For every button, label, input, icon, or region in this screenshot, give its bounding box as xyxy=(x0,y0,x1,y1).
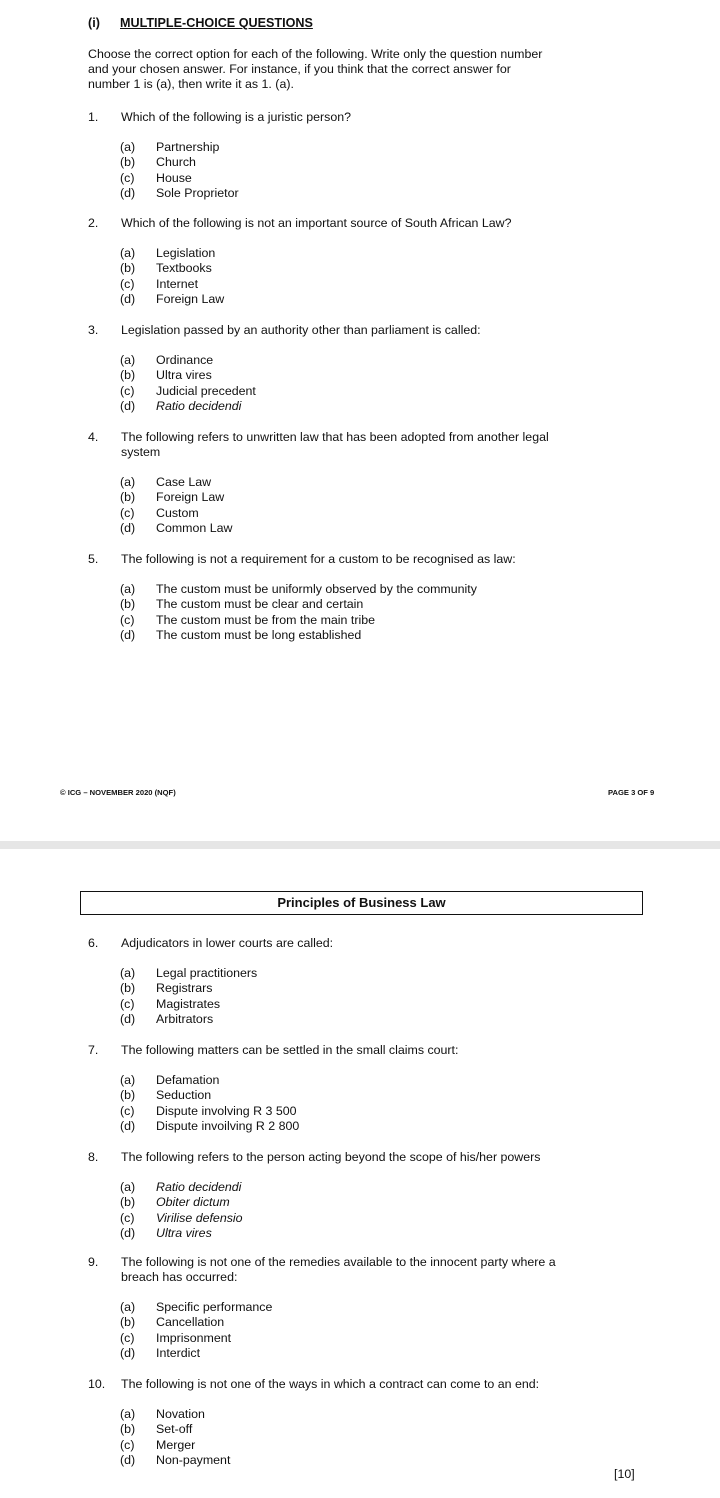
option-text: Arbitrators xyxy=(156,1012,214,1027)
option xyxy=(120,597,648,612)
question-text: The following is not one of the remedies available to the innocent party where a breach has occurred: xyxy=(121,1255,556,1284)
page-title: Principles of Business Law xyxy=(80,891,643,915)
section-heading xyxy=(88,16,313,30)
option-text: Novation xyxy=(156,1407,205,1421)
option-text: Common Law xyxy=(156,521,233,536)
option-text: Defamation xyxy=(156,1073,220,1087)
option xyxy=(120,1422,648,1437)
question-number: 3. xyxy=(88,323,99,337)
footer-page-number: PAGE 3 OF 9 xyxy=(608,788,655,797)
option xyxy=(120,155,648,170)
option-label: (b) xyxy=(120,368,136,383)
option-text: Ratio decidendi xyxy=(156,1180,242,1194)
option-text: Imprisonment xyxy=(156,1330,232,1345)
option xyxy=(120,582,648,597)
question-text: Which of the following is not an important source of South African Law? xyxy=(121,216,512,230)
option-label: (a) xyxy=(120,582,136,596)
option-label: (c) xyxy=(120,612,135,627)
question-number: 10. xyxy=(88,1377,106,1391)
option-text: Dispute invoilving R 2 800 xyxy=(156,1119,300,1134)
option xyxy=(120,186,648,201)
page-separator xyxy=(0,841,720,849)
question-text: The following is not one of the ways in which a contract can come to an end: xyxy=(121,1377,540,1391)
option-text: Merger xyxy=(156,1437,196,1452)
option-label: (a) xyxy=(120,140,136,154)
option-text: The custom must be clear and certain xyxy=(156,597,364,612)
option xyxy=(120,1195,648,1210)
option-text: Dispute involving R 3 500 xyxy=(156,1103,297,1118)
option-text: House xyxy=(156,170,192,185)
option xyxy=(120,140,648,155)
option-label: (d) xyxy=(120,1012,136,1027)
option xyxy=(120,1211,648,1226)
option-text: Legislation xyxy=(156,246,216,260)
question-1 xyxy=(88,110,648,202)
option-label: (b) xyxy=(120,1422,136,1437)
option-text: Legal practitioners xyxy=(156,966,258,980)
option xyxy=(120,1438,648,1453)
option-text: Registrars xyxy=(156,981,213,996)
option-label: (b) xyxy=(120,1315,136,1330)
option-text: Ratio decidendi xyxy=(156,399,242,414)
option-text: The custom must be long established xyxy=(156,628,362,643)
option-label: (a) xyxy=(120,1407,136,1421)
option xyxy=(120,246,648,261)
option-label: (d) xyxy=(120,399,136,414)
option-text: Set-off xyxy=(156,1422,193,1437)
option-text: Ordinance xyxy=(156,353,214,367)
option-label: (b) xyxy=(120,981,136,996)
question-text: Which of the following is a juristic person? xyxy=(121,110,352,124)
option-label: (a) xyxy=(120,353,136,367)
option-label: (b) xyxy=(120,1088,136,1103)
option-text: Foreign Law xyxy=(156,490,225,505)
option-text: The custom must be uniformly observed by the community xyxy=(156,582,477,596)
option xyxy=(120,1119,648,1134)
question-text: The following is not a requirement for a custom to be recognised as law: xyxy=(121,552,516,566)
question-10 xyxy=(88,1377,648,1469)
option-label: (c) xyxy=(120,1210,135,1225)
question-number: 4. xyxy=(88,430,99,444)
option-label: (b) xyxy=(120,155,136,170)
question-number: 9. xyxy=(88,1255,99,1269)
question-number: 8. xyxy=(88,1150,99,1164)
question-5 xyxy=(88,552,648,644)
option-label: (a) xyxy=(120,1073,136,1087)
option-label: (d) xyxy=(120,292,136,307)
option-label: (c) xyxy=(120,276,135,291)
option xyxy=(120,1012,648,1027)
option-label: (a) xyxy=(120,1300,136,1314)
option-label: (a) xyxy=(120,966,136,980)
option-text: Foreign Law xyxy=(156,292,225,307)
section-number: (i) xyxy=(88,16,100,30)
option xyxy=(120,399,648,414)
option-label: (d) xyxy=(120,521,136,536)
option-text: Ultra vires xyxy=(156,1226,212,1241)
option-label: (c) xyxy=(120,170,135,185)
total-marks: [10] xyxy=(614,1467,635,1481)
option xyxy=(120,1088,648,1103)
question-4 xyxy=(88,430,648,537)
option xyxy=(120,490,648,505)
option-text: The custom must be from the main tribe xyxy=(156,612,375,627)
option xyxy=(120,368,648,383)
question-8 xyxy=(88,1150,648,1242)
option-label: (c) xyxy=(120,505,135,520)
option-label: (b) xyxy=(120,1195,136,1210)
question-text: Legislation passed by an authority other than parliament is called: xyxy=(121,323,481,337)
footer-copyright: © ICG – NOVEMBER 2020 (NQF) xyxy=(60,788,176,797)
option-text: Virilise defensio xyxy=(156,1210,243,1225)
option xyxy=(120,1300,648,1315)
option xyxy=(120,1315,648,1330)
option-label: (c) xyxy=(120,1103,135,1118)
option xyxy=(120,1407,648,1422)
option-label: (b) xyxy=(120,597,136,612)
option xyxy=(120,1226,648,1241)
option xyxy=(120,384,648,399)
option xyxy=(120,292,648,307)
option-label: (c) xyxy=(120,996,135,1011)
section-title: MULTIPLE-CHOICE QUESTIONS xyxy=(120,16,313,30)
option-text: Partnership xyxy=(156,140,220,154)
question-text: Adjudicators in lower courts are called: xyxy=(121,936,334,950)
question-2 xyxy=(88,216,648,308)
instructions: Choose the correct option for each of the following. Write only the question number and your chosen answer. For instance, if you think that the correct answer for number 1 is (a), then write it as 1. (a). xyxy=(88,47,543,91)
question-7 xyxy=(88,1043,648,1135)
option-label: (c) xyxy=(120,1437,135,1452)
option xyxy=(120,171,648,186)
option-text: Case Law xyxy=(156,475,212,489)
option xyxy=(120,353,648,368)
option-text: Specific performance xyxy=(156,1300,273,1314)
option-label: (a) xyxy=(120,475,136,489)
option xyxy=(120,613,648,628)
option xyxy=(120,1073,648,1088)
question-number: 6. xyxy=(88,936,99,950)
question-number: 1. xyxy=(88,110,99,124)
option-label: (c) xyxy=(120,383,135,398)
question-9 xyxy=(88,1255,648,1362)
option-label: (d) xyxy=(120,1346,136,1361)
question-number: 5. xyxy=(88,552,99,566)
option xyxy=(120,997,648,1012)
option-label: (b) xyxy=(120,490,136,505)
option xyxy=(120,261,648,276)
option-label: (d) xyxy=(120,1226,136,1241)
option-text: Magistrates xyxy=(156,996,221,1011)
option-label: (a) xyxy=(120,1180,136,1194)
question-number: 2. xyxy=(88,216,99,230)
option xyxy=(120,506,648,521)
option-label: (d) xyxy=(120,186,136,201)
option xyxy=(120,1104,648,1119)
option-text: Interdict xyxy=(156,1346,201,1361)
option-label: (d) xyxy=(120,1453,136,1468)
option-text: Obiter dictum xyxy=(156,1195,230,1210)
option-label: (b) xyxy=(120,261,136,276)
option-text: Ultra vires xyxy=(156,368,212,383)
option xyxy=(120,1331,648,1346)
option xyxy=(120,1346,648,1361)
option-label: (d) xyxy=(120,628,136,643)
option xyxy=(120,475,648,490)
option xyxy=(120,981,648,996)
option-label: (c) xyxy=(120,1330,135,1345)
option-text: Judicial precedent xyxy=(156,383,256,398)
question-6 xyxy=(88,936,648,1028)
question-number: 7. xyxy=(88,1043,99,1057)
option-text: Seduction xyxy=(156,1088,212,1103)
option-text: Church xyxy=(156,155,196,170)
question-text: The following refers to unwritten law that has been adopted from another legal system xyxy=(121,430,549,459)
option-text: Custom xyxy=(156,505,199,520)
option-text: Sole Proprietor xyxy=(156,186,239,201)
question-3 xyxy=(88,323,648,415)
option-text: Non-payment xyxy=(156,1453,231,1468)
option xyxy=(120,521,648,536)
option-label: (a) xyxy=(120,246,136,260)
option-text: Cancellation xyxy=(156,1315,225,1330)
option-text: Internet xyxy=(156,276,199,291)
option xyxy=(120,1180,648,1195)
option xyxy=(120,1453,648,1468)
option xyxy=(120,966,648,981)
question-text: The following matters can be settled in the small claims court: xyxy=(121,1043,459,1057)
option xyxy=(120,277,648,292)
option-text: Textbooks xyxy=(156,261,212,276)
question-text: The following refers to the person acting beyond the scope of his/her powers xyxy=(121,1150,541,1164)
option xyxy=(120,628,648,643)
option-label: (d) xyxy=(120,1119,136,1134)
